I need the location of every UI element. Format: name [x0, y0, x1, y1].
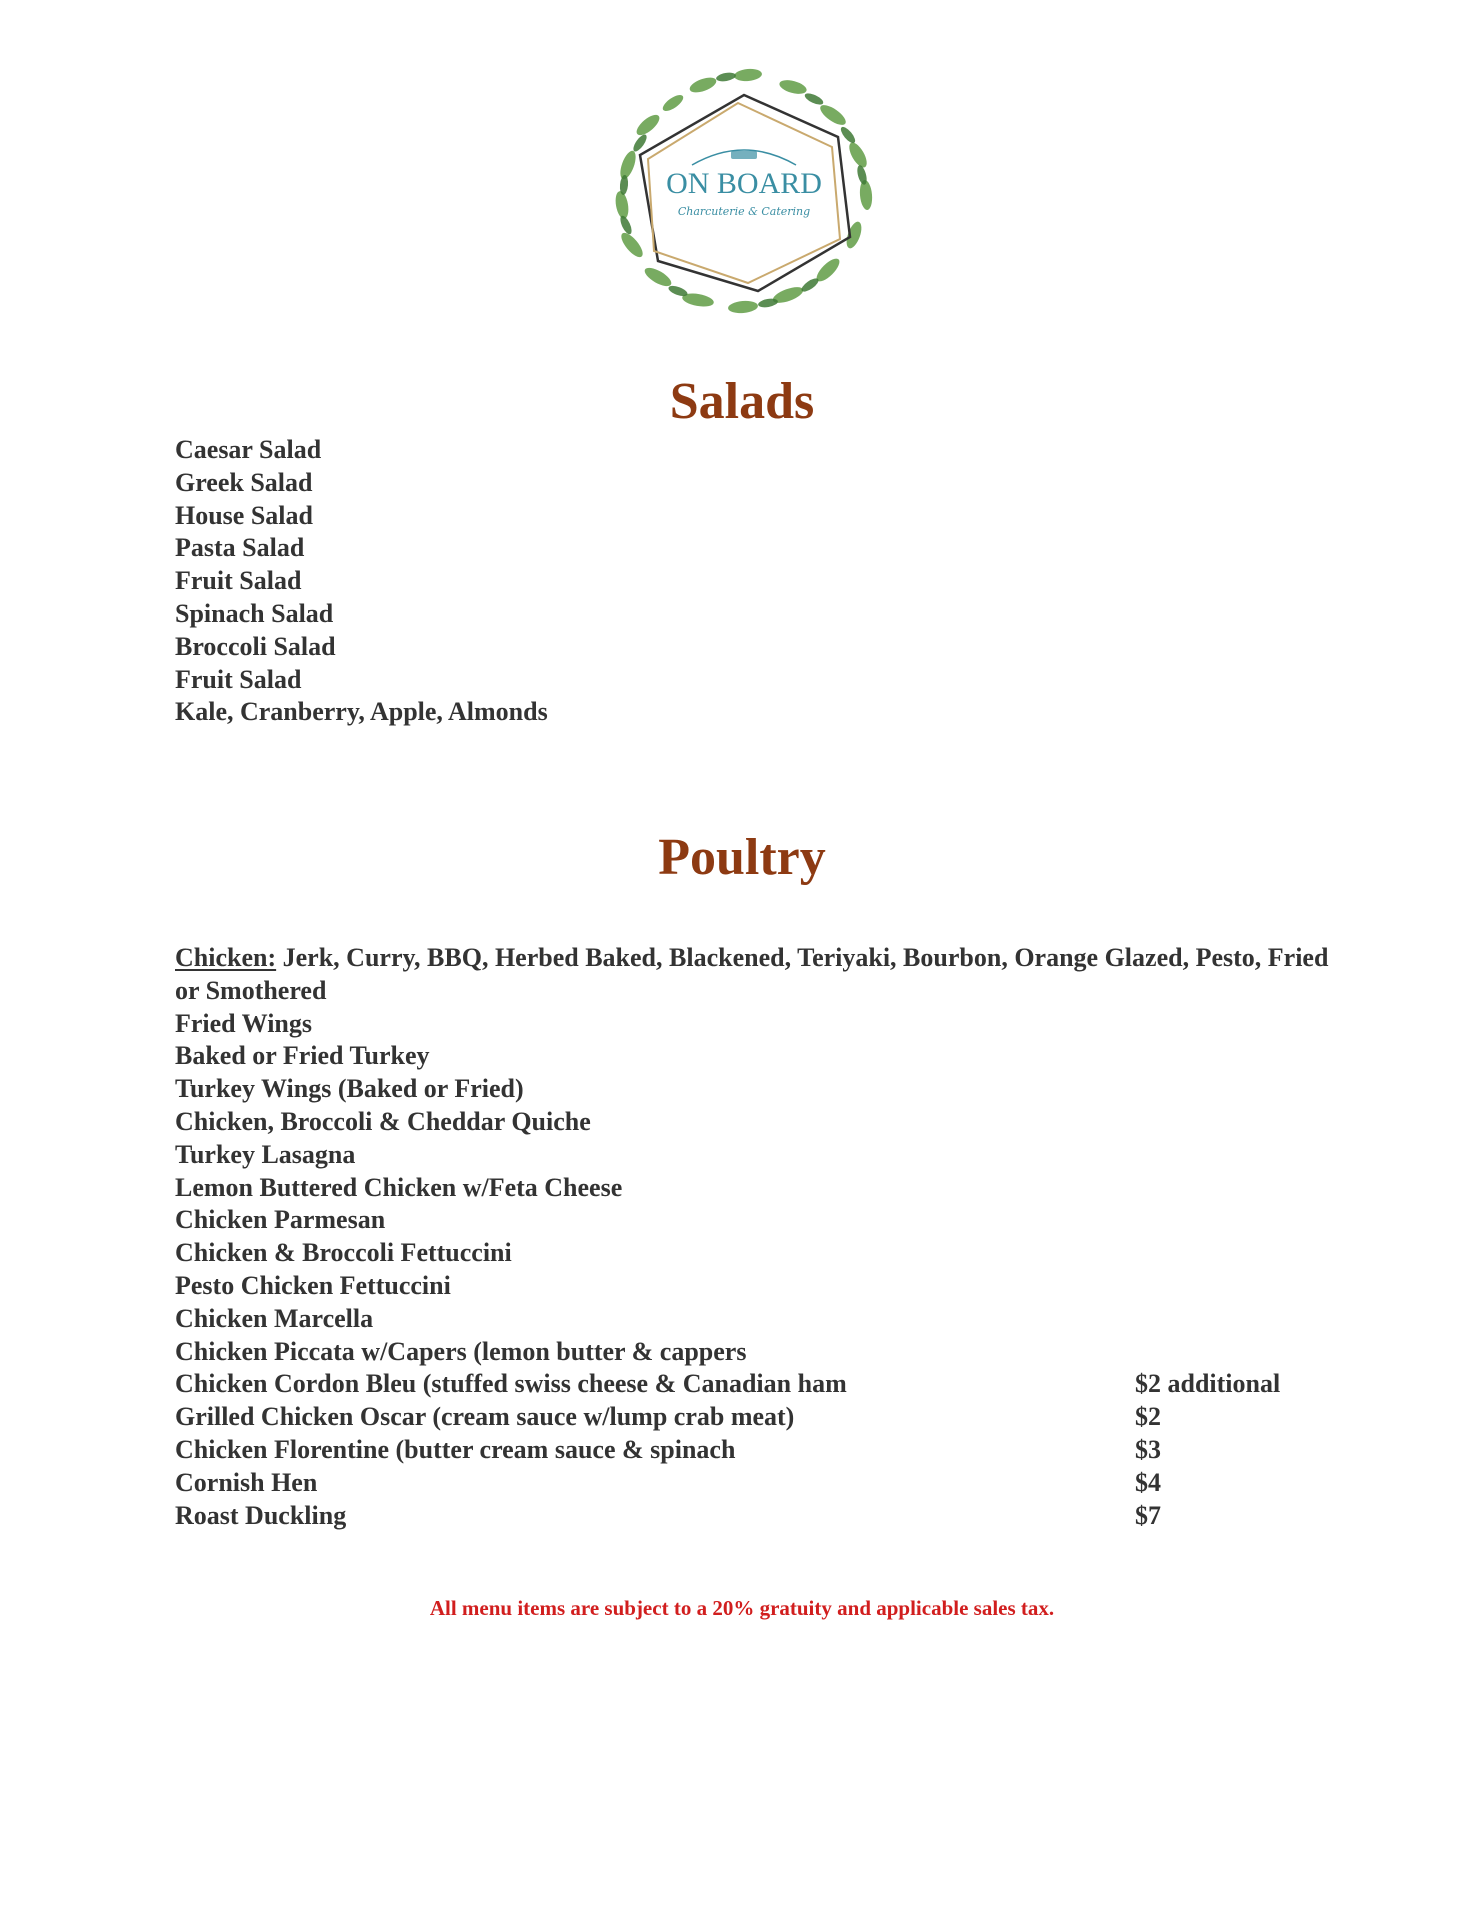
- chicken-styles-item: [175, 942, 1335, 1008]
- priced-item: [175, 1401, 1335, 1434]
- list-item: Fruit Salad: [175, 566, 302, 596]
- item-name: Grilled Chicken Oscar (cream sauce w/lump crab meat): [175, 1402, 795, 1432]
- item-name: Chicken Cordon Bleu (stuffed swiss cheese & Canadian ham: [175, 1369, 847, 1399]
- priced-item: [175, 1467, 1335, 1500]
- list-item: Fried Wings: [175, 1008, 313, 1038]
- salads-list: [175, 434, 548, 729]
- list-item: Caesar Salad: [175, 435, 322, 464]
- logo-subtitle: Charcuterie & Catering: [677, 205, 811, 218]
- item-name: Roast Duckling: [175, 1500, 347, 1530]
- priced-item: [175, 1368, 1335, 1401]
- item-price: $3: [1135, 1434, 1161, 1464]
- gratuity-note: All menu items are subject to a 20% gratuity and applicable sales tax.: [429, 1596, 1055, 1620]
- poultry-heading: Poultry: [658, 829, 826, 886]
- list-item: Chicken, Broccoli & Cheddar Quiche: [175, 1106, 591, 1136]
- list-item: Kale, Cranberry, Apple, Almonds: [175, 697, 548, 727]
- list-item: Chicken Parmesan: [175, 1205, 386, 1235]
- list-item: Baked or Fried Turkey: [175, 1041, 430, 1071]
- leaf-wreath-icon: [588, 55, 900, 323]
- logo: [588, 55, 900, 323]
- item-name: Chicken Florentine (butter cream sauce & spinach: [175, 1434, 736, 1464]
- list-item: Turkey Wings (Baked or Fried): [175, 1074, 524, 1104]
- priced-item: [175, 1500, 1335, 1533]
- item-price: $2 additional: [1135, 1369, 1281, 1399]
- list-item: House Salad: [175, 500, 313, 530]
- salads-heading: Salads: [669, 373, 815, 430]
- list-item: Chicken & Broccoli Fettuccini: [175, 1238, 512, 1268]
- item-name: Cornish Hen: [175, 1467, 318, 1497]
- item-price: $4: [1135, 1467, 1161, 1497]
- list-item: Spinach Salad: [175, 598, 334, 628]
- logo-title: ON BOARD: [666, 167, 822, 200]
- chicken-label: Chicken:: [175, 943, 277, 972]
- list-item: Turkey Lasagna: [175, 1139, 356, 1169]
- list-item: Pesto Chicken Fettuccini: [175, 1270, 451, 1300]
- poultry-list: [175, 942, 1335, 1532]
- list-item: Chicken Marcella: [175, 1303, 374, 1333]
- item-price: $2: [1135, 1402, 1161, 1432]
- list-item: Pasta Salad: [175, 533, 305, 563]
- list-item: Fruit Salad: [175, 664, 302, 694]
- chicken-styles: Jerk, Curry, BBQ, Herbed Baked, Blackened, Teriyaki, Bourbon, Orange Glazed, Pesto, Fried or Smothered: [175, 943, 1329, 1005]
- item-price: $7: [1135, 1500, 1161, 1530]
- priced-item: [175, 1434, 1335, 1467]
- list-item: Broccoli Salad: [175, 631, 336, 661]
- list-item: Chicken Piccata w/Capers (lemon butter & cappers: [175, 1336, 747, 1366]
- list-item: Lemon Buttered Chicken w/Feta Cheese: [175, 1172, 623, 1202]
- list-item: Greek Salad: [175, 467, 313, 497]
